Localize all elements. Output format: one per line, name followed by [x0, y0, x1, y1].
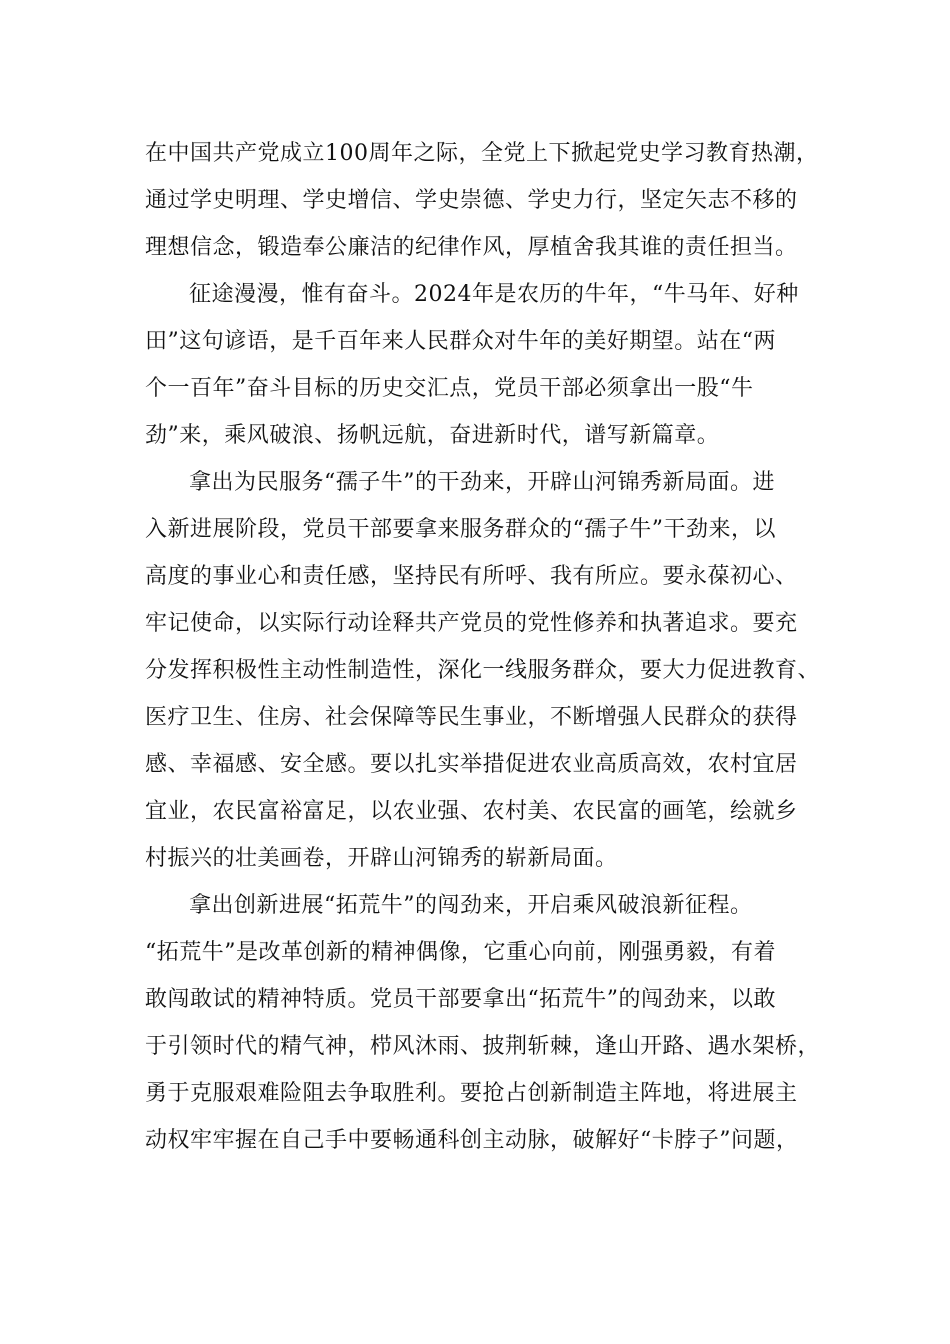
text-line: 个一百年”奋斗目标的历史交汇点，党员干部必须拿出一股“牛 [145, 376, 754, 401]
text-line: 宜业，农民富裕富足，以农业强、农村美、农民富的画笔，绘就乡 [145, 799, 798, 824]
text-line: 入新进展阶段，党员干部要拿来服务群众的“孺子牛”干劲来，以 [145, 517, 776, 542]
text-line: 理想信念，锻造奉公廉洁的纪律作风，厚植舍我其谁的责任担当。 [145, 235, 798, 260]
text-line: 在中国共产党成立100周年之际，全党上下掀起党史学习教育热潮， [145, 141, 819, 166]
text-line: 征途漫漫，惟有奋斗。2024年是农历的牛年，“牛马年、好种 [189, 282, 799, 307]
text-line: 村振兴的壮美画卷，开辟山河锦秀的崭新局面。 [145, 846, 618, 871]
text-line: 敢闯敢试的精神特质。党员干部要拿出“拓荒牛”的闯劲来，以敢 [145, 987, 776, 1012]
text-line: 医疗卫生、住房、社会保障等民生事业，不断增强人民群众的获得 [145, 705, 798, 730]
text-line: 分发挥积极性主动性制造性，深化一线服务群众，要大力促进教育、 [145, 658, 821, 683]
text-line: 牢记使命，以实际行动诠释共产党员的党性修养和执著追求。要充 [145, 611, 798, 636]
text-line: 通过学史明理、学史增信、学史崇德、学史力行，坚定矢志不移的 [145, 188, 798, 213]
text-line: 勇于克服艰难险阻去争取胜利。要抢占创新制造主阵地，将进展主 [145, 1081, 798, 1106]
text-line: 田”这句谚语，是千百年来人民群众对牛年的美好期望。站在“两 [145, 329, 776, 354]
text-line: “拓荒牛”是改革创新的精神偶像，它重心向前，刚强勇毅，有着 [145, 940, 776, 965]
text-line: 拿出创新进展“拓荒牛”的闯劲来，开启乘风破浪新征程。 [189, 893, 753, 918]
text-line: 拿出为民服务“孺子牛”的干劲来，开辟山河锦秀新局面。进 [189, 470, 775, 495]
text-line: 动权牢牢握在自己手中要畅通科创主动脉，破解好“卡脖子”问题， [145, 1128, 799, 1153]
text-line: 于引领时代的精气神，栉风沐雨、披荆斩棘，逢山开路、遇水架桥， [145, 1034, 821, 1059]
text-line: 感、幸福感、安全感。要以扎实举措促进农业高质高效，农村宜居 [145, 752, 798, 777]
document-body [145, 130, 835, 1164]
text-line: 高度的事业心和责任感，坚持民有所呼、我有所应。要永葆初心、 [145, 564, 798, 589]
text-line: 劲”来，乘风破浪、扬帆远航，奋进新时代，谱写新篇章。 [145, 423, 720, 448]
